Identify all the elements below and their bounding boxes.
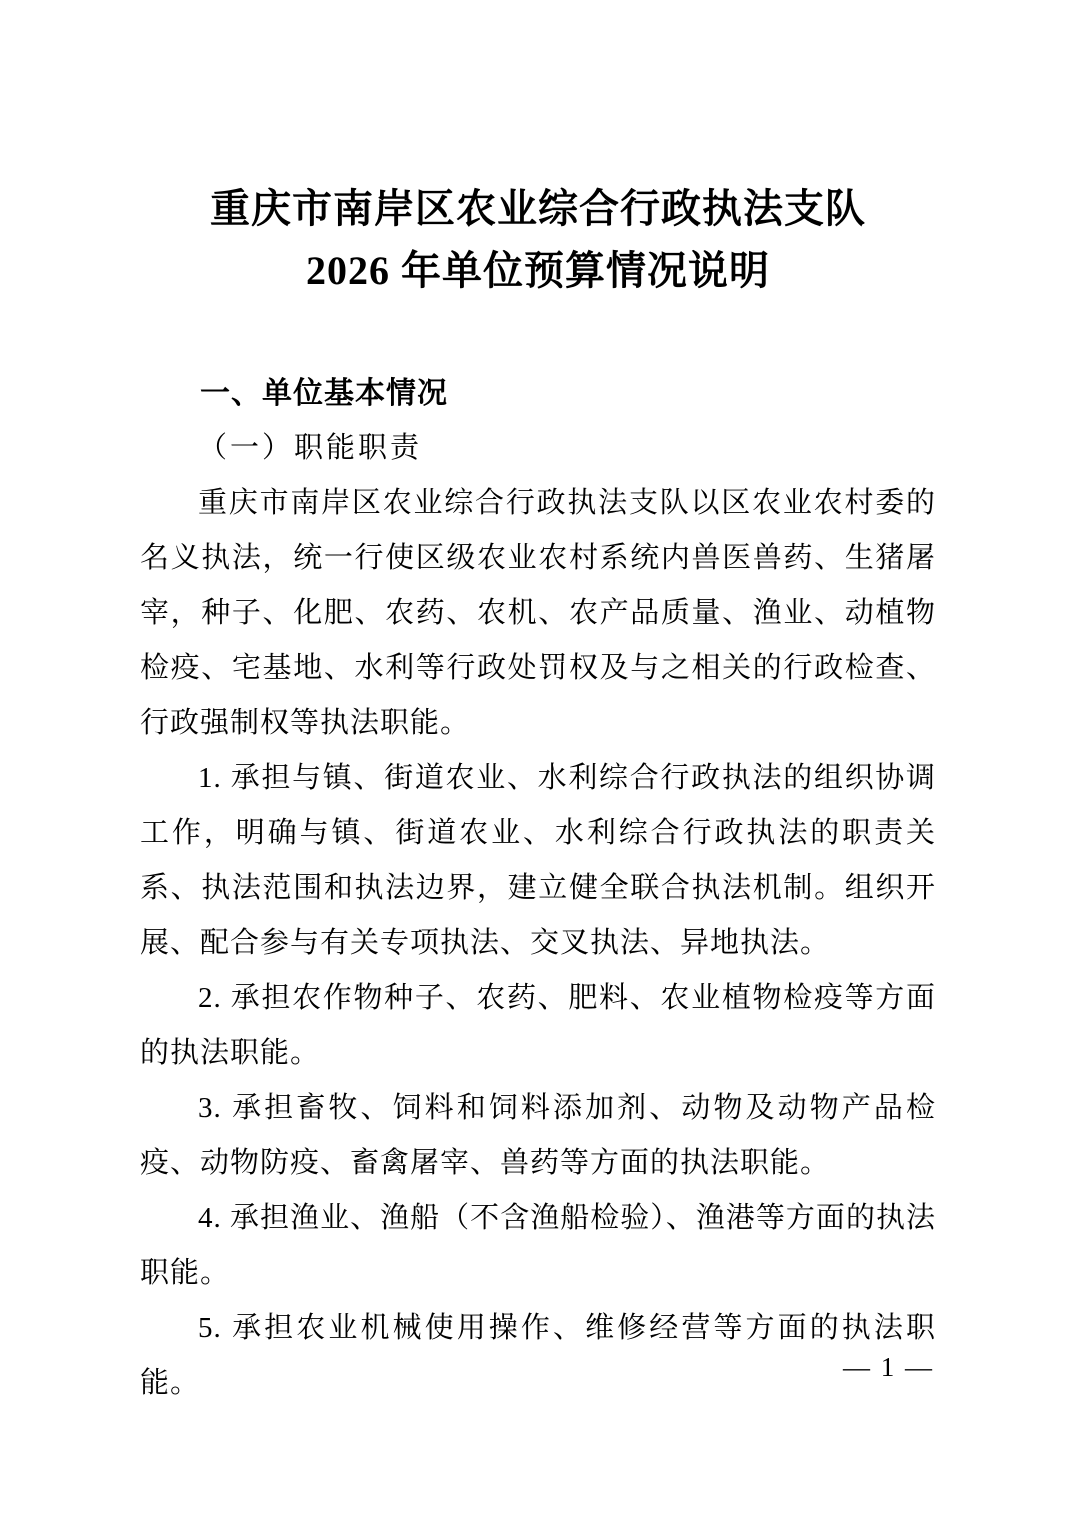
page-number: — 1 — [843,1352,934,1382]
paragraph-duty-item-5: 5. 承担农业机械使用操作、维修经营等方面的执法职能。 [140,1312,936,1399]
paragraph-duty-item-2: 2. 承担农作物种子、农药、肥料、农业植物检疫等方面的执法职能。 [140,982,936,1069]
subsection-heading-duties: （一）职能职责 [198,432,423,464]
document-title-line-2: 2026 年单位预算情况说明 [306,248,770,293]
paragraph-duty-item-3: 3. 承担畜牧、饲料和饲料添加剂、动物及动物产品检疫、动物防疫、畜禽屠宰、兽药等方面的执法职能。 [140,1092,936,1179]
document-title-line-1: 重庆市南岸区农业综合行政执法支队 [210,186,866,231]
section-heading-basic-info: 一、单位基本情况 [200,377,448,410]
paragraph-duty-item-4: 4. 承担渔业、渔船（不含渔船检验）、渔港等方面的执法职能。 [140,1202,936,1289]
document-title [140,178,936,302]
paragraph-duties-overview: 重庆市南岸区农业综合行政执法支队以区农业农村委的名义执法，统一行使区级农业农村系统内兽医兽药、生猪屠宰，种子、化肥、农药、农机、农产品质量、渔业、动植物检疫、宅基地、水利等行政处罚权及与之相关的行政检查、行政强制权等执法职能。 [140,487,936,739]
paragraph-duty-item-1: 1. 承担与镇、街道农业、水利综合行政执法的组织协调工作，明确与镇、街道农业、水利综合行政执法的职责关系、执法范围和执法边界，建立健全联合执法机制。组织开展、配合参与有关专项执法、交叉执法、异地执法。 [140,762,936,959]
